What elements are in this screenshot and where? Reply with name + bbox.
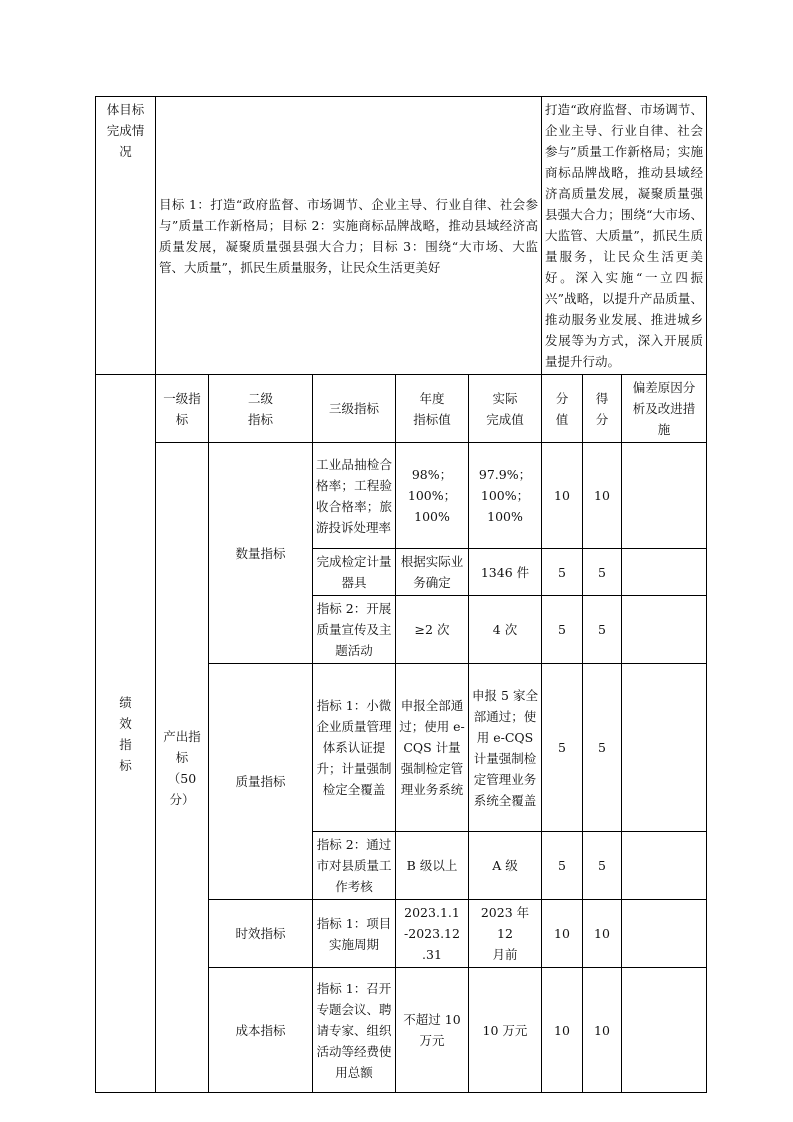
- indicator-name: 指标 1：小微企业质量管理体系认证提升；计量强制检定全覆盖: [313, 664, 396, 832]
- indicator-got: 10: [583, 900, 622, 968]
- indicator-score: 10: [542, 968, 583, 1093]
- indicator-deviation: [622, 664, 707, 832]
- indicator-deviation: [622, 832, 707, 900]
- indicator-got: 5: [583, 664, 622, 832]
- header-actual: 实际 完成值: [469, 375, 542, 443]
- table-row: [96, 443, 707, 549]
- indicator-target: B 级以上: [396, 832, 469, 900]
- annual-target-cell: 目标 1：打造“政府监督、市场调节、企业主导、行业自律、社会参与”质量工作新格局；目标 2：实施商标品牌战略，推动县域经济高质量发展，凝聚质量强县强大合力；目标 3：围绕“大市场、大监管、大质量”，抓民生质量服务，让民众生活更美好: [156, 97, 542, 375]
- output-label-cell: 产出指 标 （50 分）: [156, 443, 209, 1093]
- indicator-actual: 2023 年 12 月前: [469, 900, 542, 968]
- indicator-actual: 1346 件: [469, 549, 542, 596]
- indicator-actual: 10 万元: [469, 968, 542, 1093]
- indicator-score: 5: [542, 664, 583, 832]
- indicator-target: 98%； 100%； 100%: [396, 443, 469, 549]
- header-row: [96, 375, 707, 443]
- indicator-target: 2023.1.1 -2023.12 .31: [396, 900, 469, 968]
- group-quantity: 数量指标: [209, 443, 313, 664]
- indicator-name: 指标 1：召开专题会议、聘请专家、组织活动等经费使用总额: [313, 968, 396, 1093]
- header-level1: 一级指 标: [156, 375, 209, 443]
- indicator-got: 5: [583, 596, 622, 664]
- indicator-score: 5: [542, 549, 583, 596]
- indicator-deviation: [622, 549, 707, 596]
- indicator-target: ≥2 次: [396, 596, 469, 664]
- indicator-score: 10: [542, 443, 583, 549]
- indicator-got: 5: [583, 549, 622, 596]
- header-score: 分 值: [542, 375, 583, 443]
- indicator-deviation: [622, 900, 707, 968]
- indicator-actual: 4 次: [469, 596, 542, 664]
- indicator-deviation: [622, 443, 707, 549]
- indicator-actual: 申报 5 家全部通过；使用 e-CQS 计量强制检定管理业务系统全覆盖: [469, 664, 542, 832]
- goal-row: [96, 97, 707, 375]
- group-timeliness: 时效指标: [209, 900, 313, 968]
- indicator-target: 不超过 10 万元: [396, 968, 469, 1093]
- performance-table: [95, 96, 707, 1093]
- indicator-actual: A 级: [469, 832, 542, 900]
- indicator-deviation: [622, 596, 707, 664]
- header-level3: 三级指标: [313, 375, 396, 443]
- indicator-got: 10: [583, 443, 622, 549]
- perf-label-cell: 绩 效 指 标: [96, 375, 156, 1093]
- indicator-score: 10: [542, 900, 583, 968]
- group-quality: 质量指标: [209, 664, 313, 900]
- goal-label-cell: 体目标 完成情 况: [96, 97, 156, 375]
- header-level2: 二级 指标: [209, 375, 313, 443]
- indicator-target: 根据实际业务确定: [396, 549, 469, 596]
- indicator-name: 指标 2：通过市对县质量工作考核: [313, 832, 396, 900]
- actual-completion-cell: 打造“政府监督、市场调节、企业主导、行业自律、社会参与”质量工作新格局；实施商标品牌战略，推动县域经济高质量发展，凝聚质量强县强大合力；围绕“大市场、大监管、大质量”，抓民生质量服务，让民众生活更美好。深入实施“一立四振兴”战略，以提升产品质量、推动服务业发展、推进城乡发展等为方式，深入开展质量提升行动。: [542, 97, 707, 375]
- indicator-name: 指标 2：开展质量宣传及主题活动: [313, 596, 396, 664]
- indicator-deviation: [622, 968, 707, 1093]
- header-got: 得 分: [583, 375, 622, 443]
- indicator-name: 工业品抽检合格率；工程验收合格率；旅游投诉处理率: [313, 443, 396, 549]
- indicator-got: 10: [583, 968, 622, 1093]
- indicator-score: 5: [542, 832, 583, 900]
- indicator-score: 5: [542, 596, 583, 664]
- group-cost: 成本指标: [209, 968, 313, 1093]
- header-deviation: 偏差原因分 析及改进措 施: [622, 375, 707, 443]
- indicator-target: 申报全部通过；使用 e-CQS 计量强制检定管理业务系统: [396, 664, 469, 832]
- header-target: 年度 指标值: [396, 375, 469, 443]
- indicator-name: 完成检定计量器具: [313, 549, 396, 596]
- indicator-name: 指标 1：项目实施周期: [313, 900, 396, 968]
- indicator-actual: 97.9%； 100%； 100%: [469, 443, 542, 549]
- indicator-got: 5: [583, 832, 622, 900]
